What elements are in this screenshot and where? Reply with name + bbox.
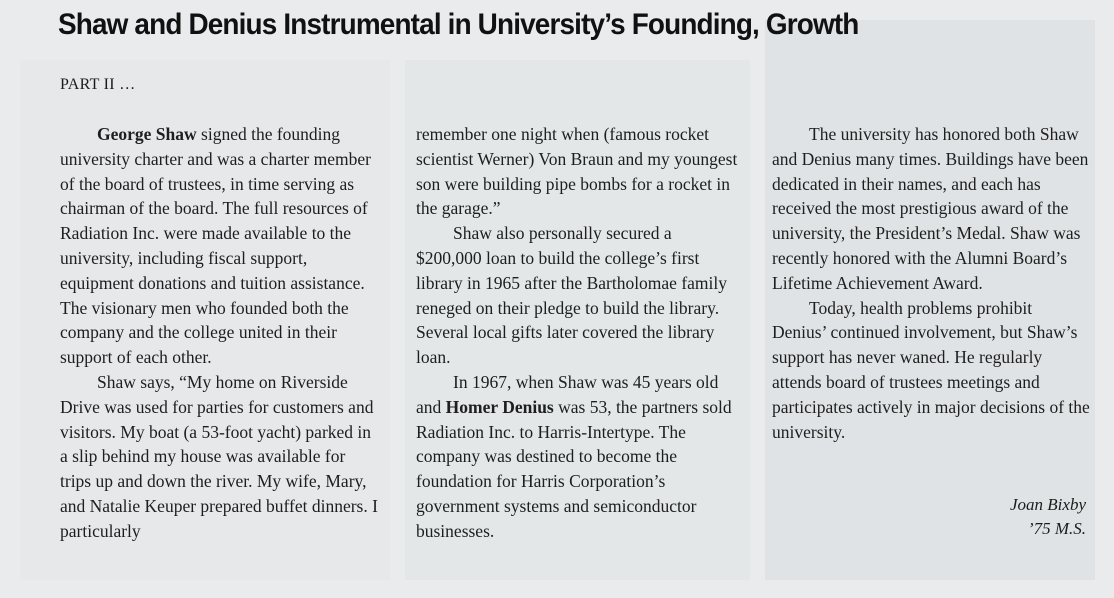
author-signature bbox=[880, 493, 1086, 541]
text-column-2 bbox=[416, 122, 738, 544]
part-label: PART II … bbox=[60, 76, 136, 93]
text-column-3 bbox=[772, 122, 1090, 444]
paragraph bbox=[60, 122, 378, 370]
paragraph-text: signed the founding university charter and was a charter member of the board of trustees, in time serving as chairman of the board. The full resources of Radiation Inc. were made available to the university, including fiscal support, equipment donations and tuition assistance. The visionary men who founded both the company and the college united in their support of each other. bbox=[60, 124, 371, 368]
author-name: Joan Bixby bbox=[1010, 495, 1086, 514]
paragraph: remember one night when (famous rocket scientist Werner) Von Braun and my youngest son were building pipe bombs for a rocket in the garage.” bbox=[416, 124, 738, 219]
person-name-shaw: George Shaw bbox=[97, 124, 197, 144]
paragraph: Today, health problems prohibit Denius’ continued involvement, but Shaw’s support has never waned. He regularly attends board of trustees meetings and participates actively in major decisions of the university. bbox=[772, 297, 1090, 442]
paragraph: Shaw also personally secured a $200,000 loan to build the college’s first library in 1965 after the Bartholomae family reneged on their pledge to build the library. Several local gifts later covered the library loan. bbox=[416, 223, 728, 368]
person-name-denius: Homer Denius bbox=[445, 396, 554, 417]
paragraph-text: In 1967, when Shaw was 45 years old and bbox=[416, 371, 719, 417]
paragraph-text: was 53, the partners sold Radiation Inc. to Harris-Intertype. The company was destined to become the foundation for Harris Corporation’s government systems and semiconductor businesses. bbox=[416, 396, 732, 541]
paragraph bbox=[416, 370, 738, 544]
article-headline: Shaw and Denius Instrumental in University’s Founding, Growth bbox=[58, 8, 859, 41]
author-degree: ’75 M.S. bbox=[1027, 519, 1086, 538]
text-column-1 bbox=[60, 122, 378, 544]
paragraph: The university has honored both Shaw and Denius many times. Buildings have been dedicated in their names, and each has received the most prestigious award of the university, the President’s Medal. Shaw was recently honored with the Alumni Board’s Lifetime Achievement Award. bbox=[772, 124, 1089, 293]
paragraph: Shaw says, “My home on Riverside Drive was used for parties for customers and visitors. My boat (a 53-foot yacht) parked in a slip behind my house was available for trips up and down the river. My wife, Mary, and Natalie Keuper prepared buffet dinners. I particularly bbox=[60, 371, 378, 541]
